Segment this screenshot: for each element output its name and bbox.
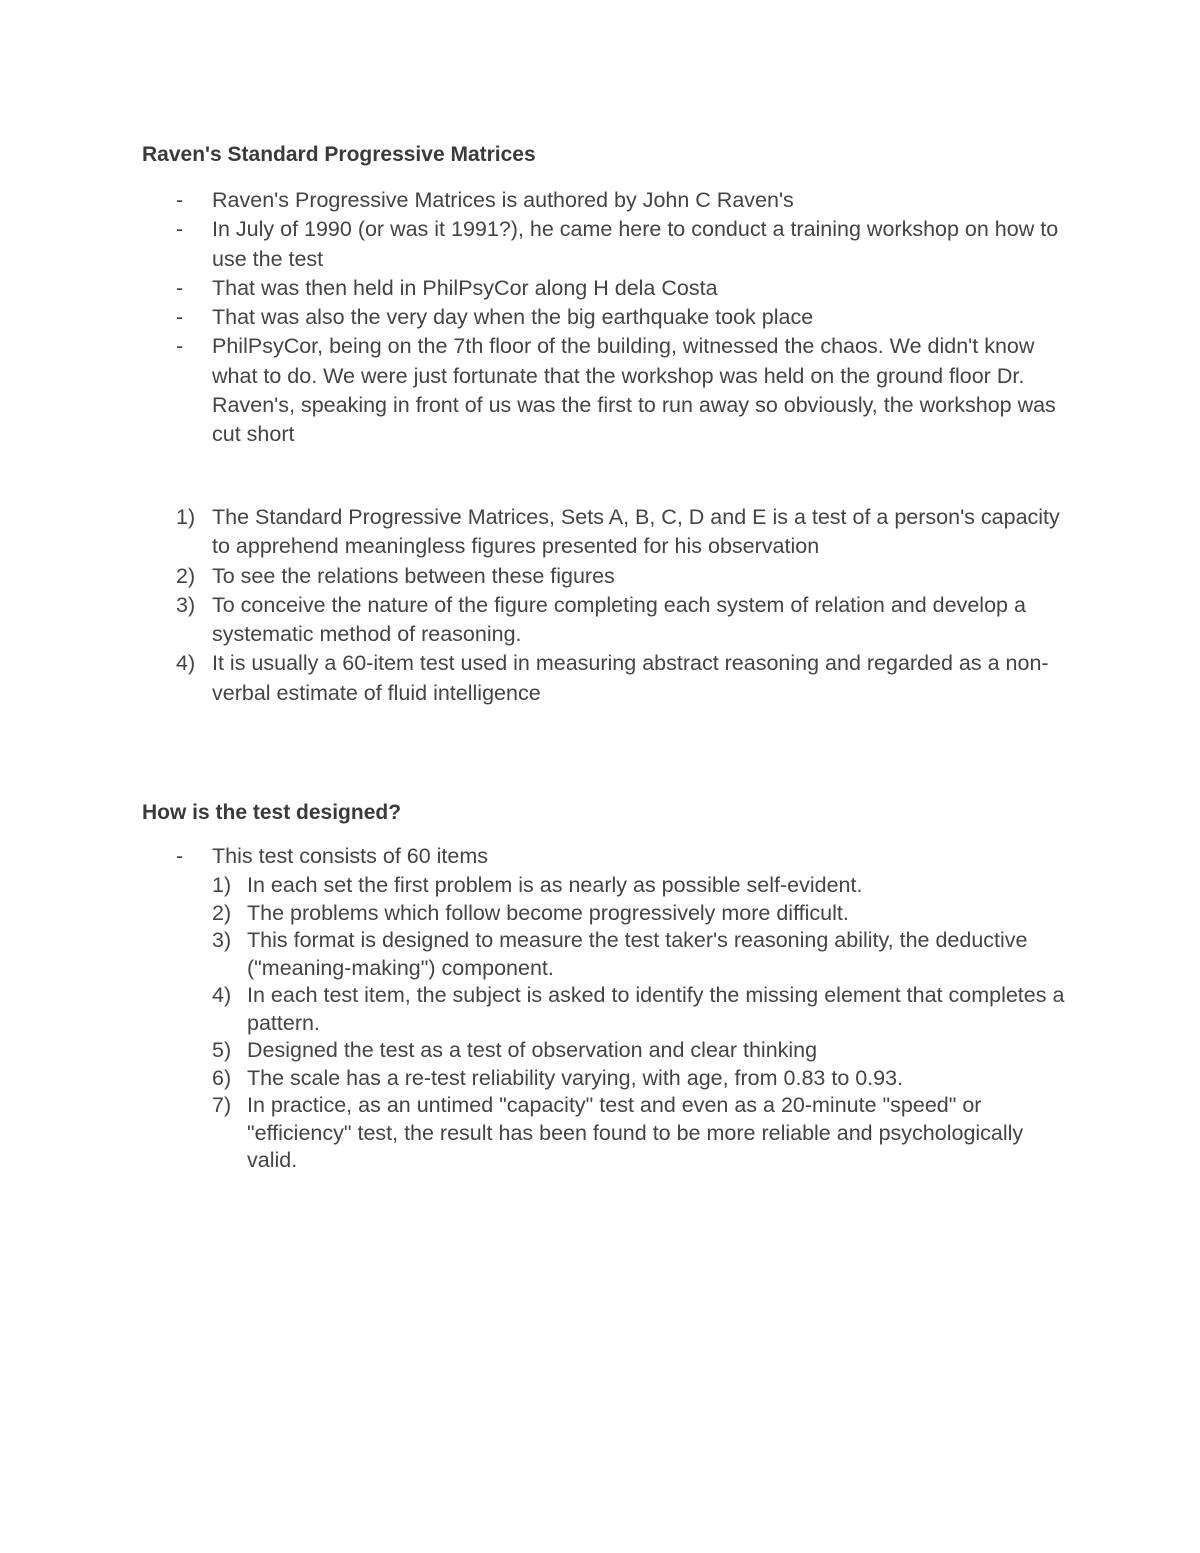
- list-item-text: In each test item, the subject is asked to identify the missing element that completes a pattern.: [247, 983, 1065, 1035]
- list-item: [0, 1065, 1067, 1093]
- list-item-text: The problems which follow become progressively more difficult.: [247, 900, 849, 925]
- list-item-text: The scale has a re-test reliability varying, with age, from 0.83 to 0.93.: [247, 1065, 904, 1090]
- list-number: 1): [212, 873, 232, 897]
- list-number: 1): [176, 505, 196, 529]
- list-number: 5): [212, 1038, 232, 1062]
- list-item-text: In each set the first problem is as nearly as possible self-evident.: [247, 873, 863, 897]
- dash-bullet: -: [176, 334, 184, 359]
- list-item: [0, 186, 1072, 215]
- dash-bullet: -: [176, 188, 184, 212]
- list-item: [0, 1037, 1067, 1065]
- list-item-text: It is usually a 60-item test used in measuring abstract reasoning and regarded as a non-verbal estimate of fluid intelligence: [212, 651, 1049, 705]
- list-number: 2): [176, 563, 196, 588]
- list-item-text: In practice, as an untimed "capacity" test and even as a 20-minute "speed" or "efficiency" test, the result has been found to be more reliable and psychologically valid.: [247, 1093, 1024, 1172]
- list-number: 4): [176, 651, 196, 676]
- list-item: [0, 562, 1072, 591]
- list-item-text: To conceive the nature of the figure completing each system of relation and develop a systematic method of reasoning.: [212, 592, 1026, 647]
- numbered-list: [0, 503, 1072, 708]
- list-item: [0, 215, 1072, 274]
- list-item-text: To see the relations between these figures: [212, 563, 615, 588]
- list-item-text: This test consists of 60 items: [212, 844, 489, 868]
- list-number: 6): [212, 1065, 232, 1090]
- list-item-text: Designed the test as a test of observation and clear thinking: [247, 1038, 818, 1062]
- list-number: 7): [212, 1093, 232, 1117]
- list-number: 2): [212, 900, 232, 925]
- list-item: [0, 274, 1072, 303]
- list-item: [0, 982, 1067, 1037]
- dash-bullet: -: [176, 305, 184, 330]
- list-item-text: The Standard Progressive Matrices, Sets A, B, C, D and E is a test of a person's capacity to apprehend meaningless figures presented for his observation: [212, 505, 1060, 559]
- list-number: 3): [176, 592, 196, 617]
- list-item-text: That was then held in PhilPsyCor along H dela Costa: [212, 275, 718, 300]
- list-item: [0, 927, 1067, 982]
- list-item: [0, 503, 1072, 562]
- list-number: 3): [212, 928, 232, 952]
- list-item: [0, 332, 1072, 449]
- list-number: 4): [212, 983, 232, 1007]
- list-item-text: Raven's Progressive Matrices is authored by John C Raven's: [212, 188, 794, 212]
- dash-bullet: -: [176, 844, 184, 868]
- intro-bullet-list: [0, 186, 1072, 450]
- list-item: [0, 649, 1072, 708]
- list-item-text: In July of 1990 (or was it 1991?), he came here to conduct a training workshop on how to use the test: [212, 217, 1059, 271]
- design-numbered-list: [0, 872, 1067, 1175]
- design-bullet-list: [0, 842, 1072, 871]
- list-item-text: PhilPsyCor, being on the 7th floor of the building, witnessed the chaos. We didn't know what to do. We were just fortunate that the workshop was held on the ground floor Dr. Raven's, speaking in front of us was the first to run away so obviously, the workshop was cut short: [212, 334, 1056, 447]
- list-item-text: That was also the very day when the big earthquake took place: [212, 305, 814, 330]
- section-title-design: How is the test designed?: [142, 801, 402, 824]
- section-title-ravens: Raven's Standard Progressive Matrices: [142, 143, 536, 166]
- list-item: [0, 842, 1072, 871]
- list-item: [0, 900, 1067, 928]
- dash-bullet: -: [176, 275, 184, 300]
- list-item: [0, 872, 1067, 900]
- list-item-text: This format is designed to measure the test taker's reasoning ability, the deductive ("meaning-making") component.: [247, 928, 1028, 980]
- list-item: [0, 1092, 1067, 1175]
- list-item: [0, 303, 1072, 332]
- dash-bullet: -: [176, 217, 184, 242]
- list-item: [0, 591, 1072, 650]
